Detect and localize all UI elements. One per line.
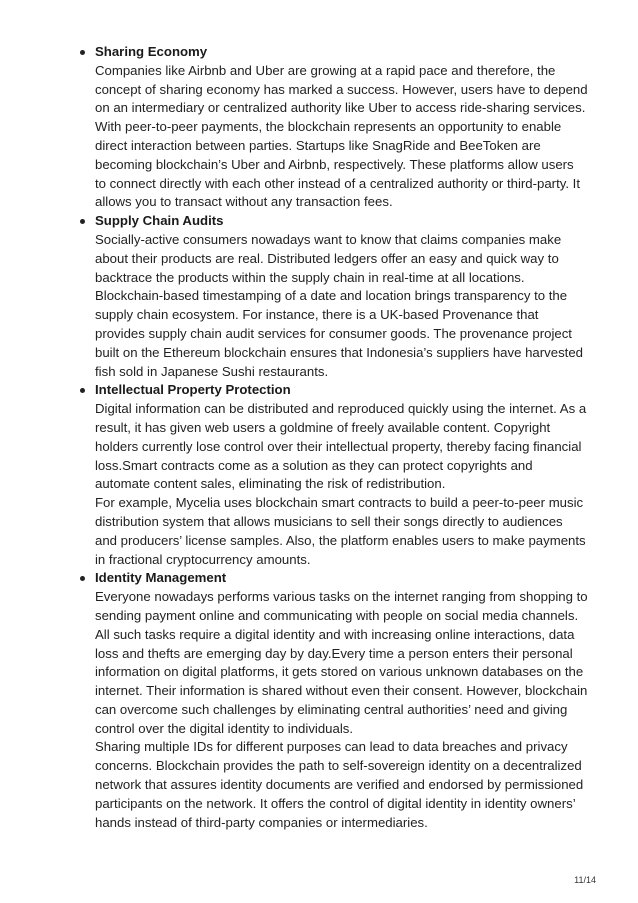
list-item-sharing-economy	[78, 43, 588, 212]
bullet-icon	[80, 219, 85, 224]
list-item-intellectual-property	[78, 381, 588, 569]
item-paragraph: Sharing multiple IDs for different purposes can lead to data breaches and privacy concerns. Blockchain provides the path to self-sovereign identity on a decentralized network that assures identity documents are verified and endorsed by permissioned participants on the network. It offers the control of digital identity in identity owners’ hands instead of third-party companies or intermediaries.	[95, 739, 584, 830]
bullet-icon	[80, 388, 85, 393]
list-item-identity-management	[78, 569, 588, 832]
bullet-icon	[80, 576, 85, 581]
page-number: 11/14	[574, 875, 596, 885]
item-paragraph: Socially-active consumers nowadays want to know that claims companies make about their products are real. Distributed ledgers offer an easy and quick way to backtrace the products within the supply chain in real-time at all locations. Blockchain-based timestamping of a date and location brings transparency to the supply chain ecosystem. For instance, there is a UK-based Provenance that provides supply chain audit services for consumer goods. The provenance project built on the Ethereum blockchain ensures that Indonesia’s suppliers have harvested fish sold in Japanese Sushi restaurants.	[95, 231, 583, 379]
list-item-supply-chain-audits	[78, 212, 588, 381]
bullet-icon	[80, 50, 85, 55]
item-title: Identity Management	[95, 570, 227, 586]
use-case-list	[78, 43, 588, 832]
item-title: Supply Chain Audits	[95, 213, 224, 229]
item-paragraph: Digital information can be distributed and reproduced quickly using the internet. As a result, it has given web users a goldmine of freely available content. Copyright holders currently lose control over their intellectual property, thereby facing financial loss.Smart contracts come as a solution as they can protect copyrights and automate content sales, eliminating the risk of redistribution.	[95, 401, 587, 492]
item-paragraph: Everyone nowadays performs various tasks on the internet ranging from shopping to sending payment online and communicating with people on social media channels. All such tasks require a digital identity and with increasing online interactions, data loss and thefts are emerging day by day.Every time a person enters their personal information on digital platforms, it gets stored on various unknown databases on the internet. Their information is shared without even their consent. However, blockchain can overcome such challenges by eliminating central authorities’ need and giving control over the digital identity to individuals.	[95, 589, 588, 736]
item-paragraph: For example, Mycelia uses blockchain smart contracts to build a peer-to-peer music distribution system that allows musicians to sell their songs directly to audiences and producers’ license samples. Also, the platform enables users to make payments in fractional cryptocurrency amounts.	[95, 495, 586, 567]
item-paragraph: Companies like Airbnb and Uber are growing at a rapid pace and therefore, the concept of sharing economy has marked a success. However, users have to depend on an intermediary or centralized authority like Uber to access ride-sharing services. With peer-to-peer payments, the blockchain represents an opportunity to enable direct interaction between parties. Startups like SnagRide and BeeToken are becoming blockchain’s Uber and Airbnb, respectively. These platforms allow users to connect directly with each other instead of a centralized authority or third-party. It allows you to transact without any transaction fees.	[95, 62, 588, 210]
item-title: Intellectual Property Protection	[95, 382, 291, 398]
item-title: Sharing Economy	[95, 44, 208, 59]
